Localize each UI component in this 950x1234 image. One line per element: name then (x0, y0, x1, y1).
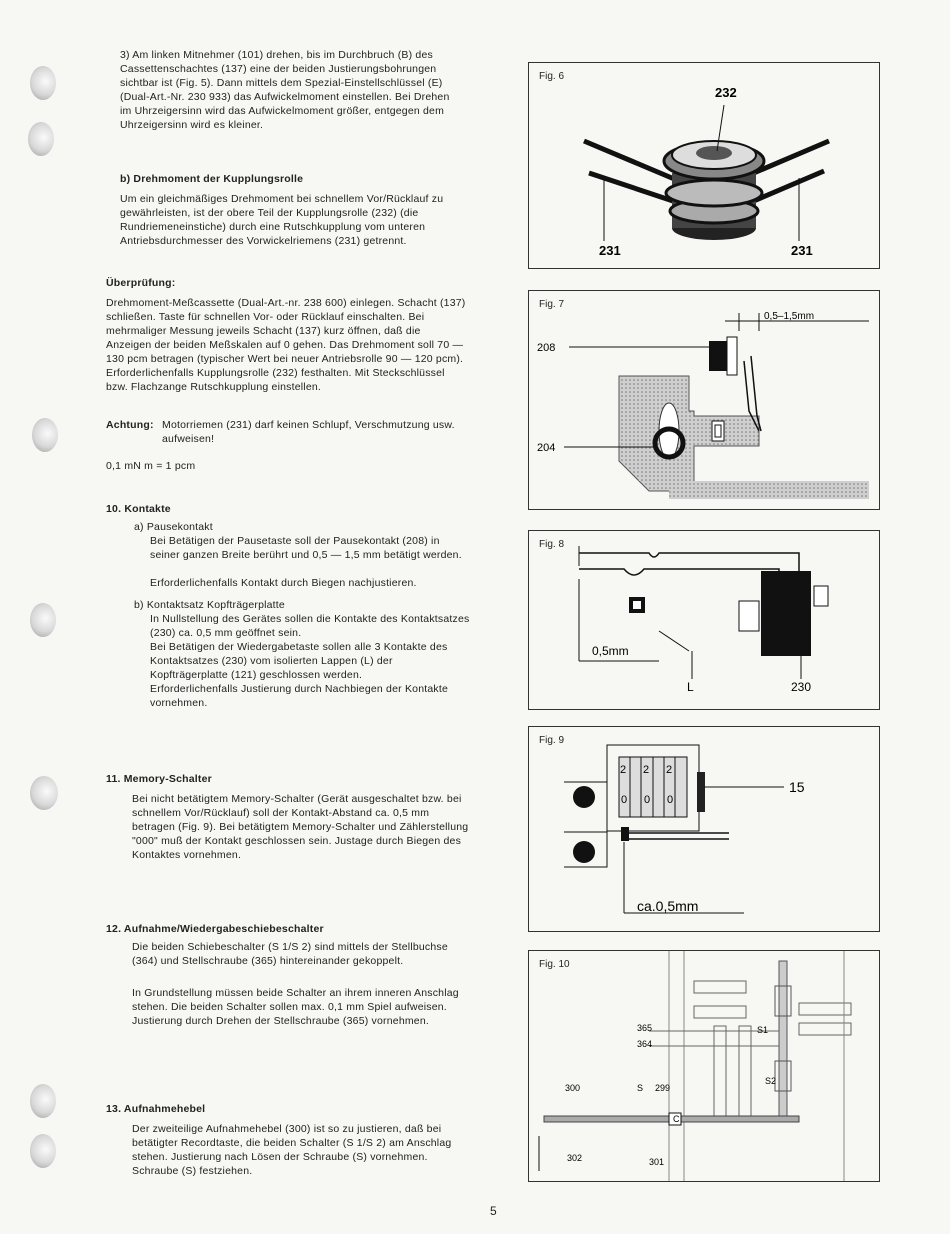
figure-10-label: Fig. 10 (539, 959, 570, 970)
page-number: 5 (490, 1204, 497, 1218)
callout-364: 364 (637, 1039, 653, 1049)
counter-digit-5: 0 (644, 794, 651, 806)
callout-232: 232 (715, 85, 737, 100)
counter-digit-1: 2 (620, 764, 627, 776)
section-11-heading: 11. Memory-Schalter (106, 773, 212, 785)
callout-S2: S2 (765, 1076, 777, 1086)
binder-hole (28, 122, 54, 156)
binder-hole (30, 1084, 56, 1118)
section-b-text: Um ein gleichmäßiges Drehmoment bei schnellem Vor/Rücklauf zu gewährleisten, ist der obere Teil der Kupplungsrolle (232) (die Rundriemeneinstiche) durch eine Rutschkupplung vom unteren Antriebsdurchmesser des Vorwickelriemens (231) getrennt. (120, 193, 444, 247)
figure-10 (528, 950, 880, 1182)
check-heading: Überprüfung: (106, 277, 176, 289)
section-12-text: Die beiden Schiebeschalter (S 1/S 2) sind mittels der Stellbuchse (364) und Stellschraube (365) hintereinander gekoppelt. (132, 941, 448, 967)
figure-6-label: Fig. 6 (539, 71, 565, 82)
binder-hole (30, 603, 56, 637)
callout-gap: ca.0,5mm (637, 898, 699, 914)
callout-231-right: 231 (791, 243, 813, 258)
callout-C: C (673, 1114, 680, 1124)
step-3-text: 3) Am linken Mitnehmer (101) drehen, bis im Durchbruch (B) des Cassettenschachtes (137) eine der beiden Justierungsbohrungen sichtbar ist (Fig. 5). Dann mittels dem Spezial-Einstellschlüssel (E) (Dual-Art.-Nr. 230 933) das Aufwickelmoment einstellen. Bei Drehen im Uhrzeigersinn wird das Aufwickelmoment größer, entgegen dem Uhrzeigersinn wird es kleiner. (120, 49, 450, 131)
callout-230: 230 (791, 680, 812, 694)
section-10a-text-2: Erforderlichenfalls Kontakt durch Biegen nachjustieren. (150, 577, 417, 589)
counter-digit-4: 0 (621, 794, 628, 806)
callout-gap: 0,5–1,5mm (764, 311, 815, 322)
callout-300: 300 (565, 1083, 581, 1093)
callout-S: S (637, 1083, 644, 1093)
callout-S1: S1 (757, 1025, 769, 1035)
callout-gap: 0,5mm (592, 644, 629, 658)
section-10a-heading: a) Pausekontakt (134, 521, 213, 533)
section-11-text: Bei nicht betätigtem Memory-Schalter (Gerät ausgeschaltet bzw. bei schnellem Vor/Rücklauf) soll der Kontakt-Abstand ca. 0,5 mm betragen (Fig. 9). Bei betätigtem Memory-Schalter und Zählerstellung "000" muß der Kontakt geschlossen sein. Justage durch Biegen des Kontaktes vornehmen. (132, 793, 469, 861)
section-10b-text-3: Erforderlichenfalls Justierung durch Nachbiegen der Kontakte vornehmen. (150, 683, 448, 709)
attention-text: Motorriemen (231) darf keinen Schlupf, Verschmutzung usw. aufweisen! (162, 419, 455, 445)
callout-299: 299 (655, 1083, 671, 1093)
callout-301: 301 (649, 1157, 665, 1167)
section-10b-text-2: Bei Betätigen der Wiedergabetaste sollen alle 3 Kontakte des Kontaktsatzes (230) vom isolierten Lappen (L) der Kopfträgerplatte (121) geschlossen werden. (150, 641, 448, 681)
figure-8-label: Fig. 8 (539, 539, 565, 550)
callout-365: 365 (637, 1023, 653, 1033)
counter-digit-3: 2 (666, 764, 673, 776)
binder-hole (30, 1134, 56, 1168)
slide-switch-drawing (529, 951, 879, 1181)
callout-302: 302 (567, 1153, 583, 1163)
callout-15: 15 (789, 779, 805, 795)
coupling-roller-drawing (529, 63, 879, 268)
figure-7-label: Fig. 7 (539, 299, 565, 310)
callout-L: L (687, 680, 694, 694)
counter-digit-2: 2 (643, 764, 650, 776)
figure-7 (528, 290, 880, 510)
section-13-heading: 13. Aufnahmehebel (106, 1103, 206, 1115)
figure-8 (528, 530, 880, 710)
section-10b-text: In Nullstellung des Gerätes sollen die Kontakte des Kontaktsatzes (230) ca. 0,5 mm geöffnet sein. (150, 613, 470, 639)
section-12-text-2: In Grundstellung müssen beide Schalter an ihrem inneren Anschlag stehen. Die beiden Schalter sollen max. 0,1 mm Spiel aufweisen. Justierung durch Drehen der Stellschraube (365) vornehmen. (132, 987, 459, 1027)
figure-6 (528, 62, 880, 269)
binder-hole (30, 66, 56, 100)
section-10a-text: Bei Betätigen der Pausetaste soll der Pausekontakt (208) in seiner ganzen Breite berührt und 0,5 — 1,5 mm betätigt werden. (150, 535, 462, 561)
binder-hole (30, 776, 58, 810)
figure-9-label: Fig. 9 (539, 735, 565, 746)
section-13-text: Der zweiteilige Aufnahmehebel (300) ist so zu justieren, daß bei betätigter Recordtaste, die beiden Schalter (S 1/S 2) am Anschlag stehen. Justierung nach Lösen der Schraube (S) vornehmen. Schraube (S) festziehen. (132, 1123, 452, 1177)
callout-208: 208 (537, 342, 556, 354)
contact-set-drawing (529, 531, 879, 709)
section-12-heading: 12. Aufnahme/Wiedergabeschiebeschalter (106, 923, 324, 935)
check-text: Drehmoment-Meßcassette (Dual-Art.-nr. 238 600) einlegen. Schacht (137) schließen. Taste für schnellen Vor- oder Rücklauf einschalten. Bei mehrmaliger Messung jeweils Schacht (137) kurz öffnen, daß die Anzeigen der beiden Meßskalen auf 0 gehen. Das Drehmoment soll 70 — 130 pcm betragen (typischer Wert bei neuer Antriebsrolle 90 — 120 pcm). Erforderlichenfalls Kupplungsrolle (232) festhalten. Mit Steckschlüssel bzw. Flachzange Rutschkupplung einstellen. (106, 297, 466, 393)
memory-switch-drawing (529, 727, 879, 931)
callout-231-left: 231 (599, 243, 621, 258)
figure-9 (528, 726, 880, 932)
unit-note: 0,1 mN m = 1 pcm (106, 460, 196, 472)
section-b-heading: b) Drehmoment der Kupplungsrolle (120, 173, 304, 185)
counter-digit-6: 0 (667, 794, 674, 806)
section-10-heading: 10. Kontakte (106, 503, 171, 515)
pause-contact-drawing (529, 291, 879, 509)
section-10b-heading: b) Kontaktsatz Kopfträgerplatte (134, 599, 285, 611)
callout-204: 204 (537, 442, 556, 454)
attention-label: Achtung: (106, 419, 154, 431)
binder-hole (32, 418, 58, 452)
